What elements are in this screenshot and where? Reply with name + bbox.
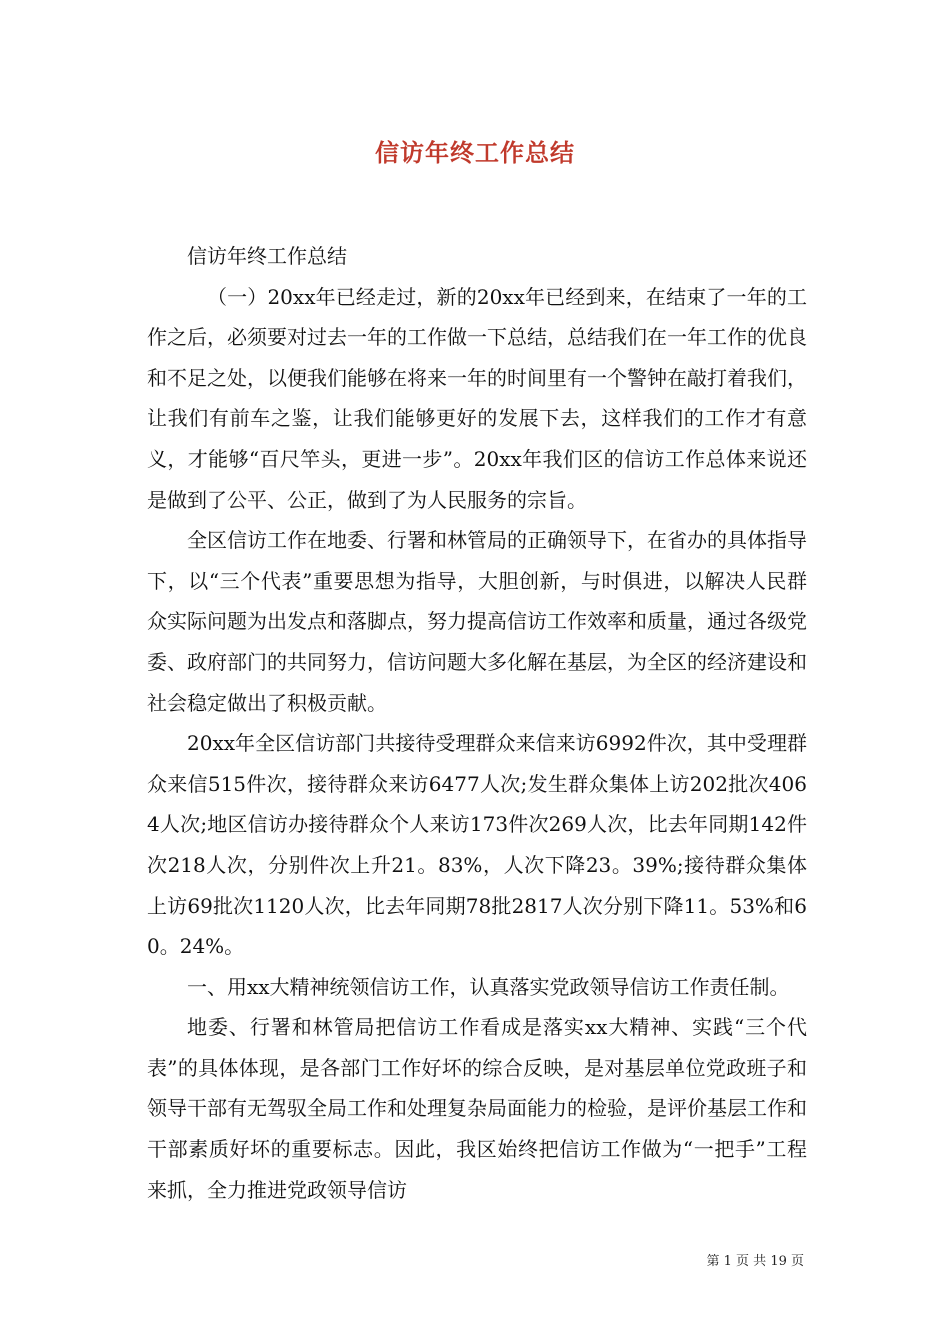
page-title: 信访年终工作总结 <box>375 139 575 167</box>
page-number: 第 1 页 共 19 页 <box>706 1254 804 1269</box>
document-body <box>147 236 807 1210</box>
body-paragraph: 全区信访工作在地委、行署和林管局的正确领导下，在省办的具体指导下，以“三个代表”重要思想为指导，大胆创新，与时俱进，以解决人民群众实际问题为出发点和落脚点，努力提高信访工作效率和质量，通过各级党委、政府部门的共同努力，信访问题大多化解在基层，为全区的经济建设和社会稳定做出了积极贡献。 <box>147 528 807 715</box>
body-paragraph: 20xx年全区信访部门共接待受理群众来信来访6992件次，其中受理群众来信515件次，接待群众来访6477人次;发生群众集体上访202批次4064人次;地区信访办接待群众个人来访173件次269人次，比去年同期142件次218人次，分别件次上升21。83%，人次下降23。39%;接待群众集体上访69批次1120人次，比去年同期78批2817人次分别下降11。53%和60。24%。 <box>147 731 807 959</box>
body-paragraph: （一）20xx年已经走过，新的20xx年已经到来，在结束了一年的工作之后，必须要对过去一年的工作做一下总结，总结我们在一年工作的优良和不足之处，以便我们能够在将来一年的时间里有一个警钟在敲打着我们，让我们有前车之鉴，让我们能够更好的发展下去，这样我们的工作才有意义，才能够“百尺竿头，更进一步”。20xx年我们区的信访工作总体来说还是做到了公平、公正，做到了为人民服务的宗旨。 <box>147 284 807 512</box>
body-paragraph: 地委、行署和林管局把信访工作看成是落实xx大精神、实践“三个代表”的具体体现，是各部门工作好坏的综合反映，是对基层单位党政班子和领导干部有无驾驭全局工作和处理复杂局面能力的检验，是评价基层工作和干部素质好坏的重要标志。因此，我区始终把信访工作做为“一把手”工程来抓，全力推进党政领导信访 <box>147 1015 807 1202</box>
subtitle-paragraph: 信访年终工作总结 <box>187 244 347 268</box>
section-heading-paragraph: 一、用xx大精神统领信访工作，认真落实党政领导信访工作责任制。 <box>187 974 790 999</box>
